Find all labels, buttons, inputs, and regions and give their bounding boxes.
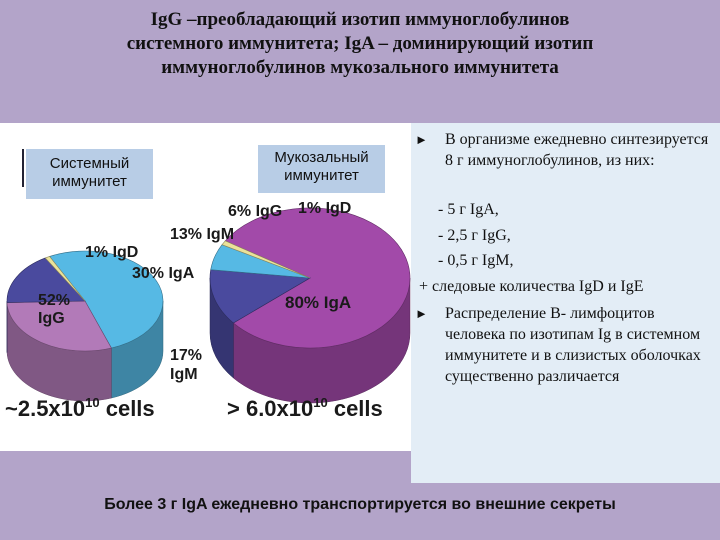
mucosal-immunity-label — [258, 145, 385, 193]
title-line-3: иммуноглобулинов мукозального иммунитета — [161, 57, 559, 78]
systemic-label-line-2: иммунитет — [52, 173, 127, 190]
systemic-immunity-label — [26, 149, 153, 199]
label-mucosal-igd: 1% IgD — [298, 200, 352, 217]
bullet-synthesis-text: В организме ежедневно синтезируется 8 г иммуноглобулинов, из них: — [445, 131, 709, 169]
label-systemic-igm-name: IgM — [170, 366, 198, 383]
pie-chart-figure — [0, 123, 411, 451]
sub-item-iga: - 5 г IgA, — [438, 201, 499, 218]
sub-item-trace: + следовые количества IgD и IgE — [419, 278, 644, 295]
label-systemic-igg-name: IgG — [38, 310, 65, 327]
caption-systemic-cells: $\sim 2.5x10^{10}$ cells — [5, 395, 155, 421]
bullet-distribution-text: Распределение В- лимфоцитов человека по изотипам Ig в системном иммунитете и в слизистых оболочках существенно различается — [445, 305, 701, 385]
mucosal-label-line-1: Мукозальный — [274, 149, 369, 166]
label-systemic-igd: 1% IgD — [85, 244, 139, 261]
text-panel — [411, 123, 720, 483]
sub-item-igg: - 2,5 г IgG, — [438, 227, 511, 244]
bullet-distribution — [415, 303, 717, 387]
label-mucosal-iga: 80% IgA — [285, 293, 352, 312]
sub-item-igm: - 0,5 г IgM, — [438, 252, 514, 269]
bullet-synthesis — [415, 129, 717, 171]
slide-title — [0, 8, 720, 80]
bullet-arrow-icon: ► — [415, 306, 428, 321]
label-systemic-iga: 30% IgA — [132, 265, 195, 282]
mucosal-label-line-2: иммунитет — [284, 167, 359, 184]
bullet-arrow-icon: ► — [415, 132, 428, 147]
title-line-1: IgG –преобладающий изотип иммуноглобулинов — [150, 9, 570, 30]
label-mucosal-igm: 13% IgM — [170, 226, 235, 243]
label-systemic-igg-pct: 52% — [38, 292, 71, 309]
label-systemic-igm-pct: 17% — [170, 347, 203, 364]
caption-mucosal-cells: > $6.0x10^{10}$ cells — [227, 395, 383, 421]
footer-text: Более 3 г IgA ежедневно транспортируется во внешние секреты — [104, 496, 616, 513]
title-line-2: системного иммунитета; IgA – доминирующий изотип — [126, 33, 594, 54]
systemic-label-line-1: Системный — [49, 155, 130, 172]
label-mucosal-igg: 6% IgG — [228, 203, 283, 220]
